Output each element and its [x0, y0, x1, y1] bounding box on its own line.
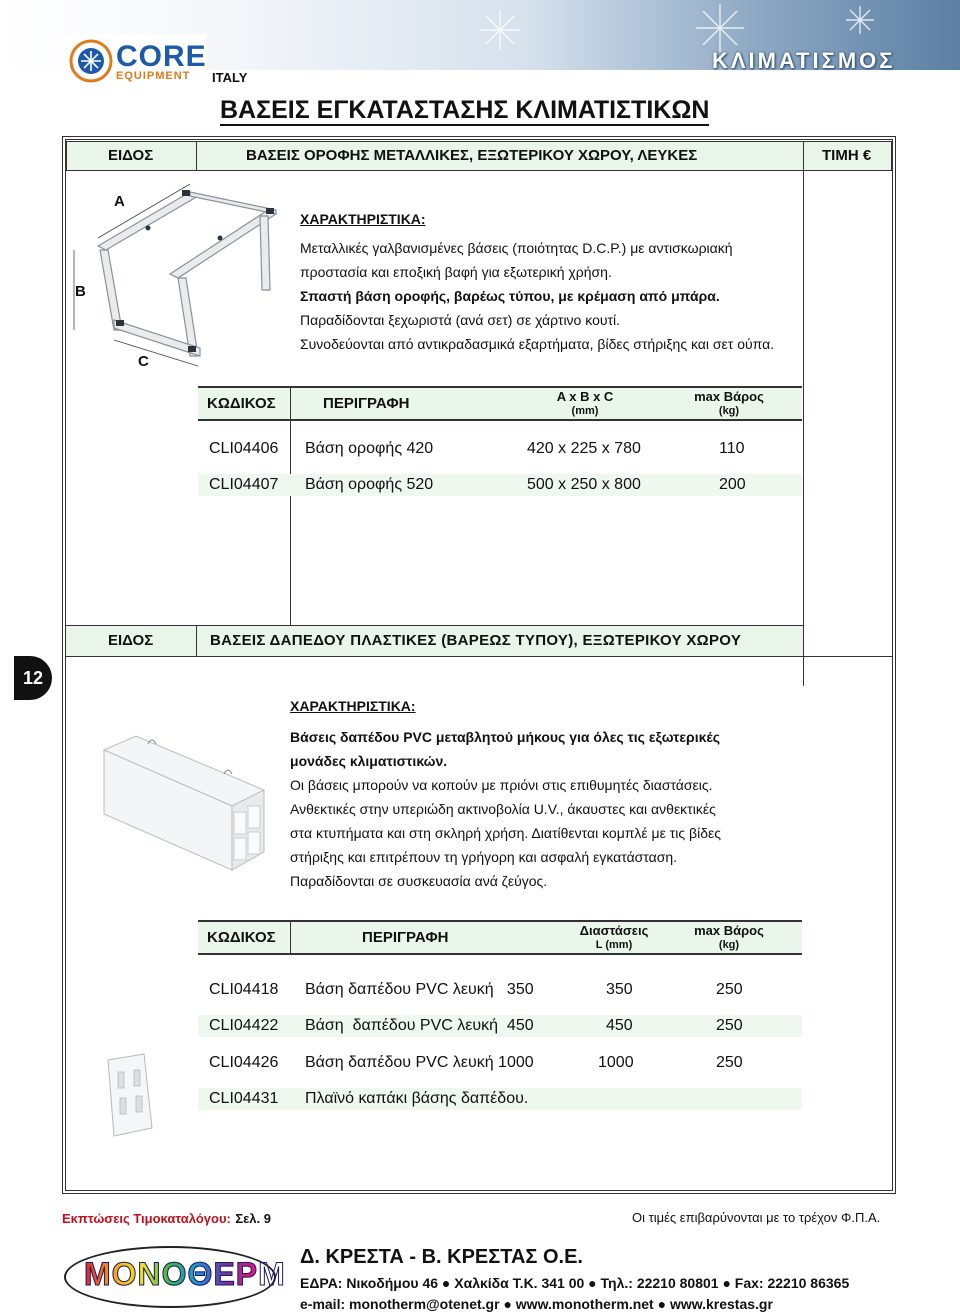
divider: [66, 656, 892, 657]
company-address: ΕΔΡΑ: Νικοδήμου 46 ● Χαλκίδα Τ.Κ. 341 00 ● Τηλ.: 22210 80801 ● Fax: 22210 86365: [300, 1275, 850, 1291]
cell-code: CLI04407: [209, 476, 279, 493]
cell-description: Βάση δαπέδου PVC λευκή 1000: [305, 1054, 534, 1071]
price-column-divider: [803, 141, 804, 656]
cell-code: CLI04422: [209, 1017, 279, 1034]
th-dims-label: Διαστάσεις: [579, 923, 649, 938]
th-weight-label: max Βάρος: [694, 923, 764, 938]
feature-line: μονάδες κλιματιστικών.: [290, 753, 448, 769]
cell-code: CLI04418: [209, 981, 279, 998]
cell-dims: 420 x 225 x 780: [527, 440, 641, 457]
cell-dims: 450: [606, 1017, 633, 1034]
code-column-divider: [290, 386, 291, 656]
dim-label-a: A: [114, 193, 125, 210]
cell-description: Βάση δαπέδου PVC λευκή 450: [305, 1017, 534, 1034]
brand-name: CORE: [116, 40, 207, 73]
feature-line: Βάσεις δαπέδου PVC μεταβλητού μήκους για όλες τις εξωτερικές: [290, 729, 721, 745]
core-logo-icon: [68, 38, 114, 84]
divider: [290, 920, 291, 955]
row-highlight: [198, 474, 802, 496]
th-weight: [684, 390, 774, 418]
cell-code: CLI04426: [209, 1054, 279, 1071]
th-weight-unit: (kg): [718, 405, 740, 417]
th-description: ΠΕΡΙΓΡΑΦΗ: [323, 395, 410, 412]
cell-code: CLI04406: [209, 440, 279, 457]
feature-line: στα κτυπήματα και στη σκληρή χρήση. Διατίθενται κομπλέ με τις βίδες: [290, 825, 721, 841]
feature-line: Συνοδεύονται από αντικραδασμικά εξαρτήματα, βίδες στήριξης και σετ ούπα.: [300, 336, 775, 352]
cell-description: Πλαϊνό καπάκι βάσης δαπέδου.: [305, 1090, 529, 1107]
cell-weight: 250: [716, 1017, 743, 1034]
page-title: ΒΑΣΕΙΣ ΕΓΚΑΤΑΣΤΑΣΗΣ ΚΛΙΜΑΤΙΣΤΙΚΩΝ: [220, 96, 710, 124]
feature-line: Ανθεκτικές στην υπεριώδη ακτινοβολία U.V., άκαυστες και ανθεκτικές: [290, 801, 716, 817]
cell-weight: 250: [716, 1054, 743, 1071]
vat-note: Οι τιμές επιβαρύνονται με το τρέχον Φ.Π.Α.: [632, 1210, 881, 1225]
section2-features: [290, 725, 721, 893]
th-description: ΠΕΡΙΓΡΑΦΗ: [362, 929, 449, 946]
floor-base-image: [96, 730, 266, 880]
cell-code: CLI04431: [209, 1090, 279, 1107]
dim-label-c: C: [138, 353, 149, 370]
category-title: ΚΛΙΜΑΤΙΣΜΟΣ: [712, 48, 896, 73]
feature-line: Σπαστή βάση οροφής, βαρέως τύπου, με κρέμαση από μπάρα.: [300, 288, 720, 304]
feature-line: Παραδίδονται σε συσκευασία ανά ζεύγος.: [290, 873, 548, 889]
cell-dims: 350: [606, 981, 633, 998]
cell-description: Βάση οροφής 420: [305, 440, 434, 457]
dim-label-b: B: [75, 283, 86, 300]
section1-features-title: ΧΑΡΑΚΤΗΡΙΣΤΙΚΑ:: [300, 211, 426, 227]
section1-title: ΒΑΣΕΙΣ ΟΡΟΦΗΣ ΜΕΤΑΛΛΙΚΕΣ, ΕΞΩΤΕΡΙΚΟΥ ΧΩΡΟΥ, ΛΕΥΚΕΣ: [246, 147, 698, 164]
feature-line: Οι βάσεις μπορούν να κοπούν με πριόνι στις επιθυμητές διαστάσεις.: [290, 777, 713, 793]
th-dims: [540, 390, 630, 418]
discount-label: Εκπτώσεις Τιμοκαταλόγου:: [62, 1211, 231, 1226]
section2-kind-header: ΕΙΔΟΣ: [108, 632, 154, 649]
th-dims-unit: (mm): [571, 405, 599, 417]
th-weight-label: max Βάρος: [694, 389, 764, 404]
divider: [196, 625, 197, 657]
company-contacts: e-mail: monotherm@otenet.gr ● www.monotherm.net ● www.krestas.gr: [300, 1296, 773, 1312]
company-name: Δ. ΚΡΕΣΤΑ - Β. ΚΡΕΣΤΑΣ Ο.Ε.: [300, 1246, 583, 1268]
th-dims-unit: L (mm): [595, 939, 633, 951]
section2-title: ΒΑΣΕΙΣ ΔΑΠΕΔΟΥ ΠΛΑΣΤΙΚΕΣ (ΒΑΡΕΩΣ ΤΥΠΟΥ), ΕΞΩΤΕΡΙΚΟΥ ΧΩΡΟΥ: [210, 632, 742, 649]
th-weight: [684, 924, 774, 952]
feature-line: Μεταλλικές γαλβανισμένες βάσεις (ποιότητας D.C.P.) με αντισκωριακή: [300, 240, 733, 256]
th-code: ΚΩΔΙΚΟΣ: [207, 929, 276, 946]
cell-dims: 500 x 250 x 800: [527, 476, 641, 493]
cell-weight: 200: [719, 476, 746, 493]
cell-weight: 250: [716, 981, 743, 998]
cell-description: Βάση οροφής 520: [305, 476, 434, 493]
th-dims: [566, 924, 662, 952]
divider: [803, 656, 804, 686]
feature-line: Παραδίδονται ξεχωριστά (ανά σετ) σε χάρτινο κουτί.: [300, 312, 621, 328]
brand-sub: EQUIPMENT: [116, 70, 191, 82]
discount-page: Σελ. 9: [235, 1211, 271, 1226]
divider: [196, 141, 197, 171]
price-header: ΤΙΜΗ €: [822, 147, 872, 164]
page-number-tab: 12: [14, 656, 52, 700]
section1-features: [300, 236, 774, 356]
cell-description: Βάση δαπέδου PVC λευκή 350: [305, 981, 534, 998]
feature-line: στήριξης και επιτρέπουν τη γρήγορη και ασφαλή εγκατάσταση.: [290, 849, 678, 865]
cell-dims: 1000: [598, 1054, 634, 1071]
side-cap-image: [104, 1052, 156, 1138]
th-code: ΚΩΔΙΚΟΣ: [207, 395, 276, 412]
brand-country: ITALY: [212, 70, 248, 85]
cell-weight: 110: [719, 440, 745, 457]
discount-note: [62, 1210, 271, 1228]
section1-kind-header: ΕΙΔΟΣ: [108, 147, 154, 164]
ceiling-bracket-image: [70, 180, 290, 370]
feature-line: προστασία και εποξική βαφή για εξωτερική χρήση.: [300, 264, 612, 280]
th-dims-label: A x B x C: [556, 389, 614, 404]
dealer-logo: ΜΟΝΟΘΕΡΜ: [84, 1256, 286, 1292]
section2-features-title: ΧΑΡΑΚΤΗΡΙΣΤΙΚΑ:: [290, 698, 416, 714]
th-weight-unit: (kg): [718, 939, 740, 951]
